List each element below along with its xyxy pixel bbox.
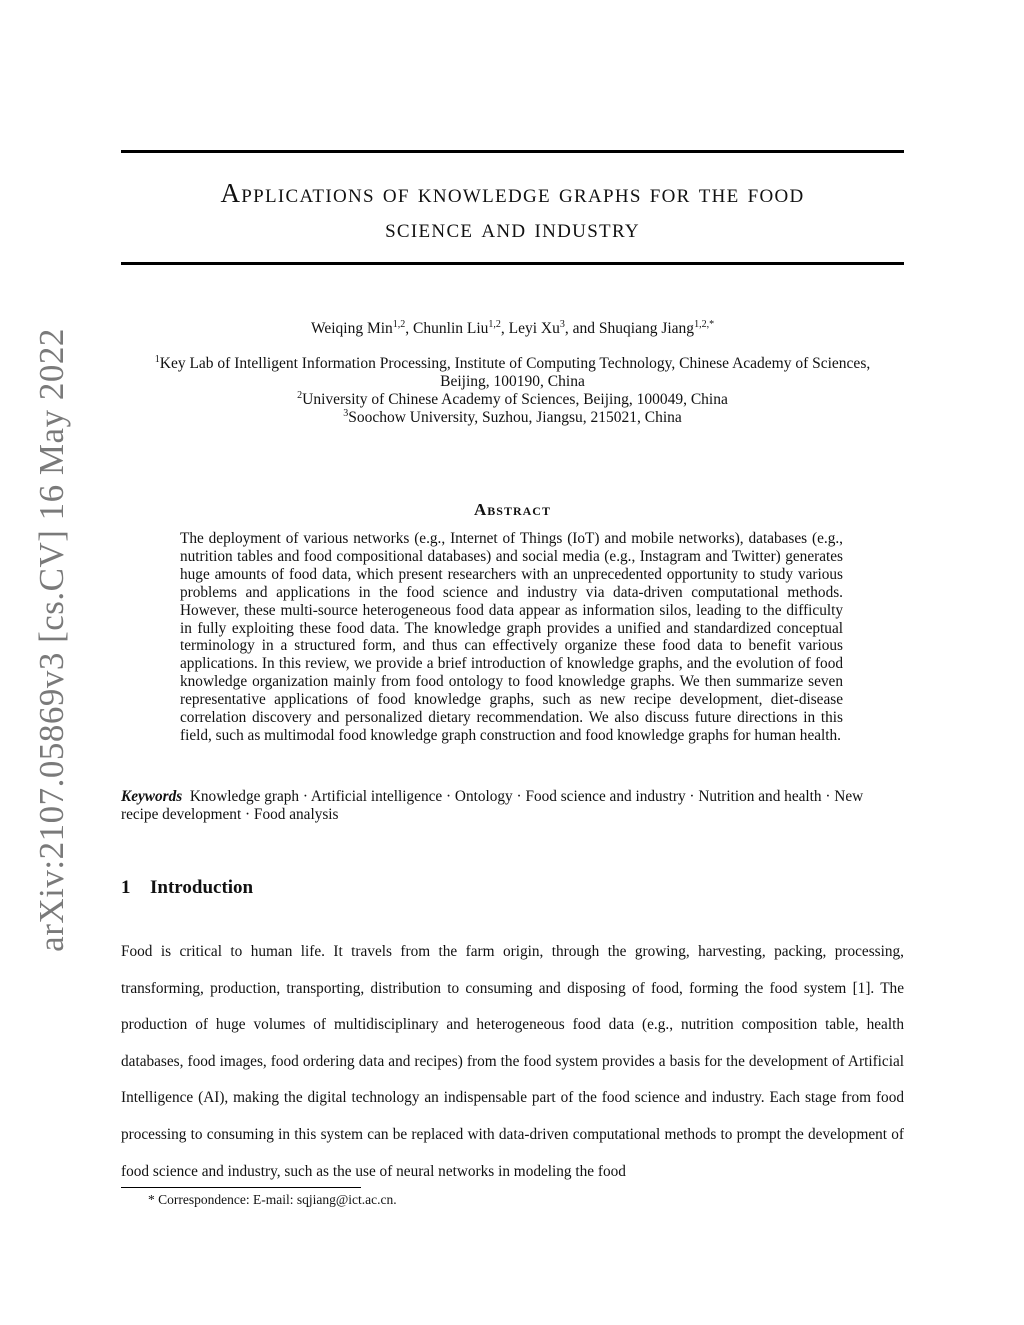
affiliation-text: University of Chinese Academy of Sciences, Beijing, 100049, China xyxy=(302,391,728,408)
affiliation-line xyxy=(121,355,904,373)
affiliation-line xyxy=(121,409,904,427)
keywords-block xyxy=(121,788,904,824)
keywords-list: Knowledge graph · Artificial intelligence · Ontology · Food science and industry · Nutrition and health · New recipe development · Food analysis xyxy=(121,788,864,823)
author-separator: , xyxy=(405,320,414,337)
author-affiliation-mark: 1,2,* xyxy=(694,318,715,330)
author-separator: , xyxy=(500,320,509,337)
keywords-label: Keywords xyxy=(121,788,183,805)
affiliation-mark: 3 xyxy=(343,407,349,419)
author-affiliation-mark: 1,2 xyxy=(392,318,406,330)
affiliation-text: Soochow University, Suzhou, Jiangsu, 215021, China xyxy=(348,409,682,426)
affiliation-mark: 1 xyxy=(154,353,160,365)
footnote-rule xyxy=(121,1187,361,1188)
author-affiliation-mark: 3 xyxy=(559,318,565,330)
section-heading xyxy=(121,877,253,899)
affiliation-mark: 2 xyxy=(297,389,303,401)
title-rule-bottom xyxy=(121,262,904,265)
author-affiliation-mark: 1,2 xyxy=(488,318,501,330)
author-name: Leyi Xu xyxy=(508,320,560,337)
affiliation-list xyxy=(121,355,904,427)
affiliation-line xyxy=(121,373,904,391)
author-name: Weiqing Min xyxy=(310,320,393,337)
affiliation-text: Key Lab of Intelligent Information Processing, Institute of Computing Technology, Chinese Academy of Sciences, xyxy=(159,355,871,372)
arxiv-stamp-text: arXiv:2107.05869v3 [cs.CV] 16 May 2022 xyxy=(32,328,71,952)
title-line-1: Applications of knowledge graphs for the food xyxy=(220,178,805,208)
affiliation-text: Beijing, 100190, China xyxy=(440,373,585,390)
correspondence-footnote: * Correspondence: E-mail: sqjiang@ict.ac.cn. xyxy=(148,1192,397,1207)
affiliation-line xyxy=(121,391,904,409)
author-list xyxy=(121,319,904,339)
author-separator: , and xyxy=(564,320,599,337)
introduction-paragraph: Food is critical to human life. It travels from the farm origin, through the growing, harvesting, packing, processing, transforming, production, transporting, distribution to consuming and disposing of food, forming the food system [1]. The production of huge volumes of multidisciplinary and heterogeneous food data (e.g., nutrition composition table, health databases, food images, food ordering data and recipes) from the food system provides a basis for the development of Artificial Intelligence (AI), making the digital technology an indispensable part of the food science and industry. Each stage from food processing to consuming in this system can be replaced with data-driven computational methods to prompt the development of food science and industry, such as the use of neural networks in modeling the food xyxy=(121,943,904,1180)
author-name: Chunlin Liu xyxy=(413,320,489,337)
paper-title xyxy=(121,176,904,246)
arxiv-identifier xyxy=(24,328,80,952)
title-rule-top xyxy=(121,150,904,153)
section-number: 1 xyxy=(121,877,131,898)
section-title: Introduction xyxy=(150,877,254,898)
abstract-body: The deployment of various networks (e.g., Internet of Things (IoT) and mobile networks), databases (e.g., nutrition tables and food compositional databases) and social media (e.g., Instagram and Twitter) generates huge amounts of food data, which present researchers with an unprecedented opportunity to study various problems and applications in the food science and industry via data-driven computational methods. However, these multi-source heterogeneous food data appear as information silos, leading to the difficulty in fully exploiting these food data. The knowledge graph provides a unified and standardized conceptual terminology in a structured form, and thus can effectively organize these food data to benefit various applications. In this review, we provide a brief introduction of knowledge graphs, and the evolution of food knowledge organization mainly from food ontology to food knowledge graphs. We then summarize seven representative applications of food knowledge graphs, such as new recipe development, diet-disease correlation discovery and personalized dietary recommendation. We also discuss future directions in this field, such as multimodal food knowledge graph construction and food knowledge graphs for human health. xyxy=(180,530,843,744)
author-name: Shuqiang Jiang xyxy=(598,320,695,337)
title-line-2: science and industry xyxy=(385,213,640,243)
abstract-heading: Abstract xyxy=(474,500,551,519)
